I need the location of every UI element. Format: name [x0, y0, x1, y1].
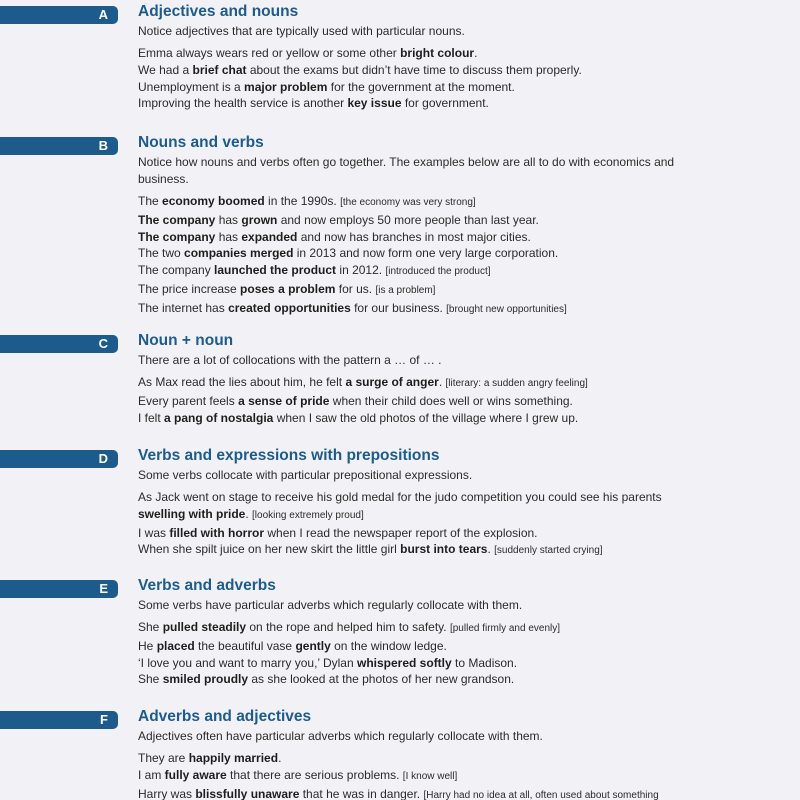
example-sentence: [138, 45, 788, 62]
sentence-text: When she spilt juice on her new skirt the little girl: [138, 542, 401, 557]
collocation-phrase: a surge of anger: [345, 375, 439, 389]
sentence-text: Improving the health service is another: [138, 96, 348, 111]
sentence-text: to Madison.: [451, 655, 518, 670]
example-sentence: [138, 786, 788, 800]
sentence-text: I am: [138, 767, 165, 782]
sentence-text: that he was in danger.: [299, 786, 424, 800]
sentence-text: on the rope and helped him to safety.: [246, 620, 450, 634]
sentence-text: when I read the newspaper report of the explosion.: [264, 525, 538, 540]
section-letter: C: [98, 336, 108, 351]
sentence-text: and now has branches in most major cities.: [297, 229, 531, 244]
sentence-text: about the exams but didn’t have time to discuss them properly.: [246, 62, 582, 77]
collocation-phrase: major problem: [244, 79, 328, 94]
example-sentence: [138, 525, 788, 542]
collocation-phrase: a sense of pride: [238, 393, 330, 408]
sentence-text: .: [487, 542, 495, 557]
section-intro: Notice how nouns and verbs often go together. The examples below are all to do with economics and business.: [138, 155, 675, 186]
gloss-note: [pulled firmly and evenly]: [449, 623, 561, 634]
example-sentence: [138, 300, 788, 319]
section-intro: Some verbs have particular adverbs which regularly collocate with them.: [138, 598, 523, 612]
collocation-phrase: filled with horror: [169, 525, 265, 540]
section-heading: Noun + noun: [138, 332, 234, 349]
sentence-text: the beautiful vase: [194, 638, 296, 653]
sentence-text: Harry was: [138, 786, 196, 800]
section-heading: Adverbs and adjectives: [138, 708, 312, 725]
sentence-text: Unemployment is a: [138, 79, 245, 94]
sentence-text: ‘I love you and want to marry you,’ Dylan: [138, 655, 357, 670]
sentence-text: on the window ledge.: [330, 638, 447, 653]
section-examples: [138, 489, 788, 560]
collocation-phrase: brief chat: [192, 62, 247, 77]
sentence-text: The price increase: [138, 281, 241, 296]
gloss-note: [is a problem]: [375, 284, 436, 296]
sentence-text: .: [245, 506, 253, 521]
sentence-text: in the 1990s.: [264, 194, 341, 208]
collocation-phrase: poses a problem: [240, 281, 336, 296]
section-examples: [138, 45, 788, 112]
section-intro: Adjectives often have particular adverbs which regularly collocate with them.: [138, 729, 543, 743]
collocation-phrase: gently: [295, 638, 331, 653]
sentence-text: The internet has: [138, 300, 229, 315]
collocation-phrase: pulled steadily: [162, 620, 247, 634]
collocation-phrase: launched the product: [214, 263, 337, 278]
section-examples: [138, 193, 788, 319]
section-letter: F: [100, 712, 108, 727]
collocation-phrase: fully aware: [164, 767, 227, 782]
example-sentence: [138, 374, 788, 393]
section-tab: [0, 711, 118, 729]
sentence-text: for our business.: [350, 300, 447, 315]
section-tab: [0, 335, 118, 353]
section-intro: There are a lot of collocations with the pattern a … of … .: [138, 353, 442, 367]
section-examples: [138, 619, 788, 688]
sentence-text: in 2012.: [336, 263, 386, 278]
gloss-note: [Harry had no idea at all, often used about something: [423, 789, 659, 800]
collocation-phrase: blissfully unaware: [195, 786, 300, 800]
sentence-text: They are: [138, 751, 189, 765]
gloss-note: [literary: a sudden angry feeling]: [445, 378, 588, 389]
sentence-text: in 2013 and now form one very large corporation.: [293, 246, 559, 261]
gloss-note: [looking extremely proud]: [252, 509, 364, 521]
sentence-text: .: [438, 375, 446, 389]
sentence-text: .: [278, 751, 282, 765]
sentence-text: We had a: [138, 62, 193, 77]
example-sentence: [138, 193, 788, 212]
gloss-note: [I know well]: [402, 770, 458, 782]
example-sentence: [138, 79, 788, 96]
collocation-phrase: companies merged: [184, 246, 294, 261]
example-sentence: [138, 750, 788, 767]
sentence-text: for us.: [335, 281, 376, 296]
collocation-phrase: swelling with pride: [138, 506, 246, 521]
section-heading: Adjectives and nouns: [138, 3, 299, 20]
sentence-text: .: [474, 46, 478, 60]
section-examples: [138, 750, 788, 800]
section-letter: A: [98, 7, 108, 22]
collocation-phrase: happily married: [188, 751, 279, 765]
sentence-text: I was: [138, 525, 170, 540]
section-letter: E: [99, 581, 108, 596]
section-heading: Verbs and adverbs: [138, 577, 276, 594]
section-heading: Verbs and expressions with prepositions: [138, 447, 440, 464]
example-sentence: [138, 767, 788, 786]
example-sentence: [138, 619, 788, 638]
example-sentence: [138, 489, 788, 506]
example-sentence: [138, 655, 788, 672]
collocation-phrase: whispered softly: [357, 655, 452, 670]
section-heading: Nouns and verbs: [138, 134, 264, 151]
sentence-text: when I saw the old photos of the village where I grew up.: [273, 410, 579, 425]
collocation-phrase: key issue: [347, 96, 402, 111]
example-sentence: [138, 262, 788, 281]
gloss-note: [brought new opportunities]: [446, 303, 567, 315]
collocation-phrase: The company: [138, 212, 216, 227]
collocation-phrase: expanded: [241, 229, 298, 244]
sentence-text: Emma always wears red or yellow or some other: [138, 46, 401, 60]
collocation-phrase: created opportunities: [228, 300, 351, 315]
collocation-phrase: bright colour: [400, 46, 475, 60]
collocation-phrase: burst into tears: [400, 542, 488, 557]
section-intro: Notice adjectives that are typically used with particular nouns.: [138, 24, 465, 38]
section-intro: Some verbs collocate with particular prepositional expressions.: [138, 468, 473, 482]
example-sentence: [138, 638, 788, 655]
example-sentence: [138, 212, 788, 229]
sentence-text: He: [138, 638, 157, 653]
sentence-text: as she looked at the photos of her new grandson.: [248, 672, 515, 687]
collocation-phrase: placed: [156, 638, 195, 653]
example-sentence: [138, 671, 788, 688]
example-sentence: [138, 245, 788, 262]
section-letter: D: [98, 451, 108, 466]
example-sentence: [138, 506, 788, 525]
example-sentence: [138, 393, 788, 410]
gloss-note: [introduced the product]: [385, 266, 491, 278]
sentence-text: She: [138, 620, 163, 634]
section-tab: [0, 137, 118, 155]
collocation-phrase: grown: [241, 212, 278, 227]
section-examples: [138, 374, 788, 426]
example-sentence: [138, 62, 788, 79]
sentence-text: for government.: [401, 96, 489, 111]
collocation-phrase: a pang of nostalgia: [164, 410, 274, 425]
collocation-phrase: economy boomed: [162, 194, 265, 208]
sentence-text: The two: [138, 246, 185, 261]
gloss-note: [suddenly started crying]: [494, 545, 603, 557]
sentence-text: and now employs 50 more people than last year.: [277, 212, 539, 227]
section-letter: B: [98, 138, 108, 153]
sentence-text: I felt: [138, 410, 165, 425]
sentence-text: As Jack went on stage to receive his gold medal for the judo competition you could see his parents: [138, 490, 662, 504]
sentence-text: for the government at the moment.: [327, 79, 515, 94]
example-sentence: [138, 541, 788, 560]
sentence-text: The company: [138, 263, 215, 278]
gloss-note: [the economy was very strong]: [340, 197, 476, 208]
sentence-text: She: [138, 672, 163, 687]
sentence-text: that there are serious problems.: [226, 767, 403, 782]
collocation-phrase: The company: [138, 229, 216, 244]
section-tab: [0, 580, 118, 598]
sentence-text: Every parent feels: [138, 393, 239, 408]
sentence-text: when their child does well or wins something.: [329, 393, 573, 408]
section-tab: [0, 450, 118, 468]
example-sentence: [138, 95, 788, 112]
example-sentence: [138, 410, 788, 427]
collocation-phrase: smiled proudly: [162, 672, 249, 687]
sentence-text: has: [215, 229, 242, 244]
example-sentence: [138, 281, 788, 300]
sentence-text: The: [138, 194, 163, 208]
sentence-text: has: [215, 212, 242, 227]
example-sentence: [138, 229, 788, 246]
sentence-text: As Max read the lies about him, he felt: [138, 375, 346, 389]
section-tab: [0, 6, 118, 24]
